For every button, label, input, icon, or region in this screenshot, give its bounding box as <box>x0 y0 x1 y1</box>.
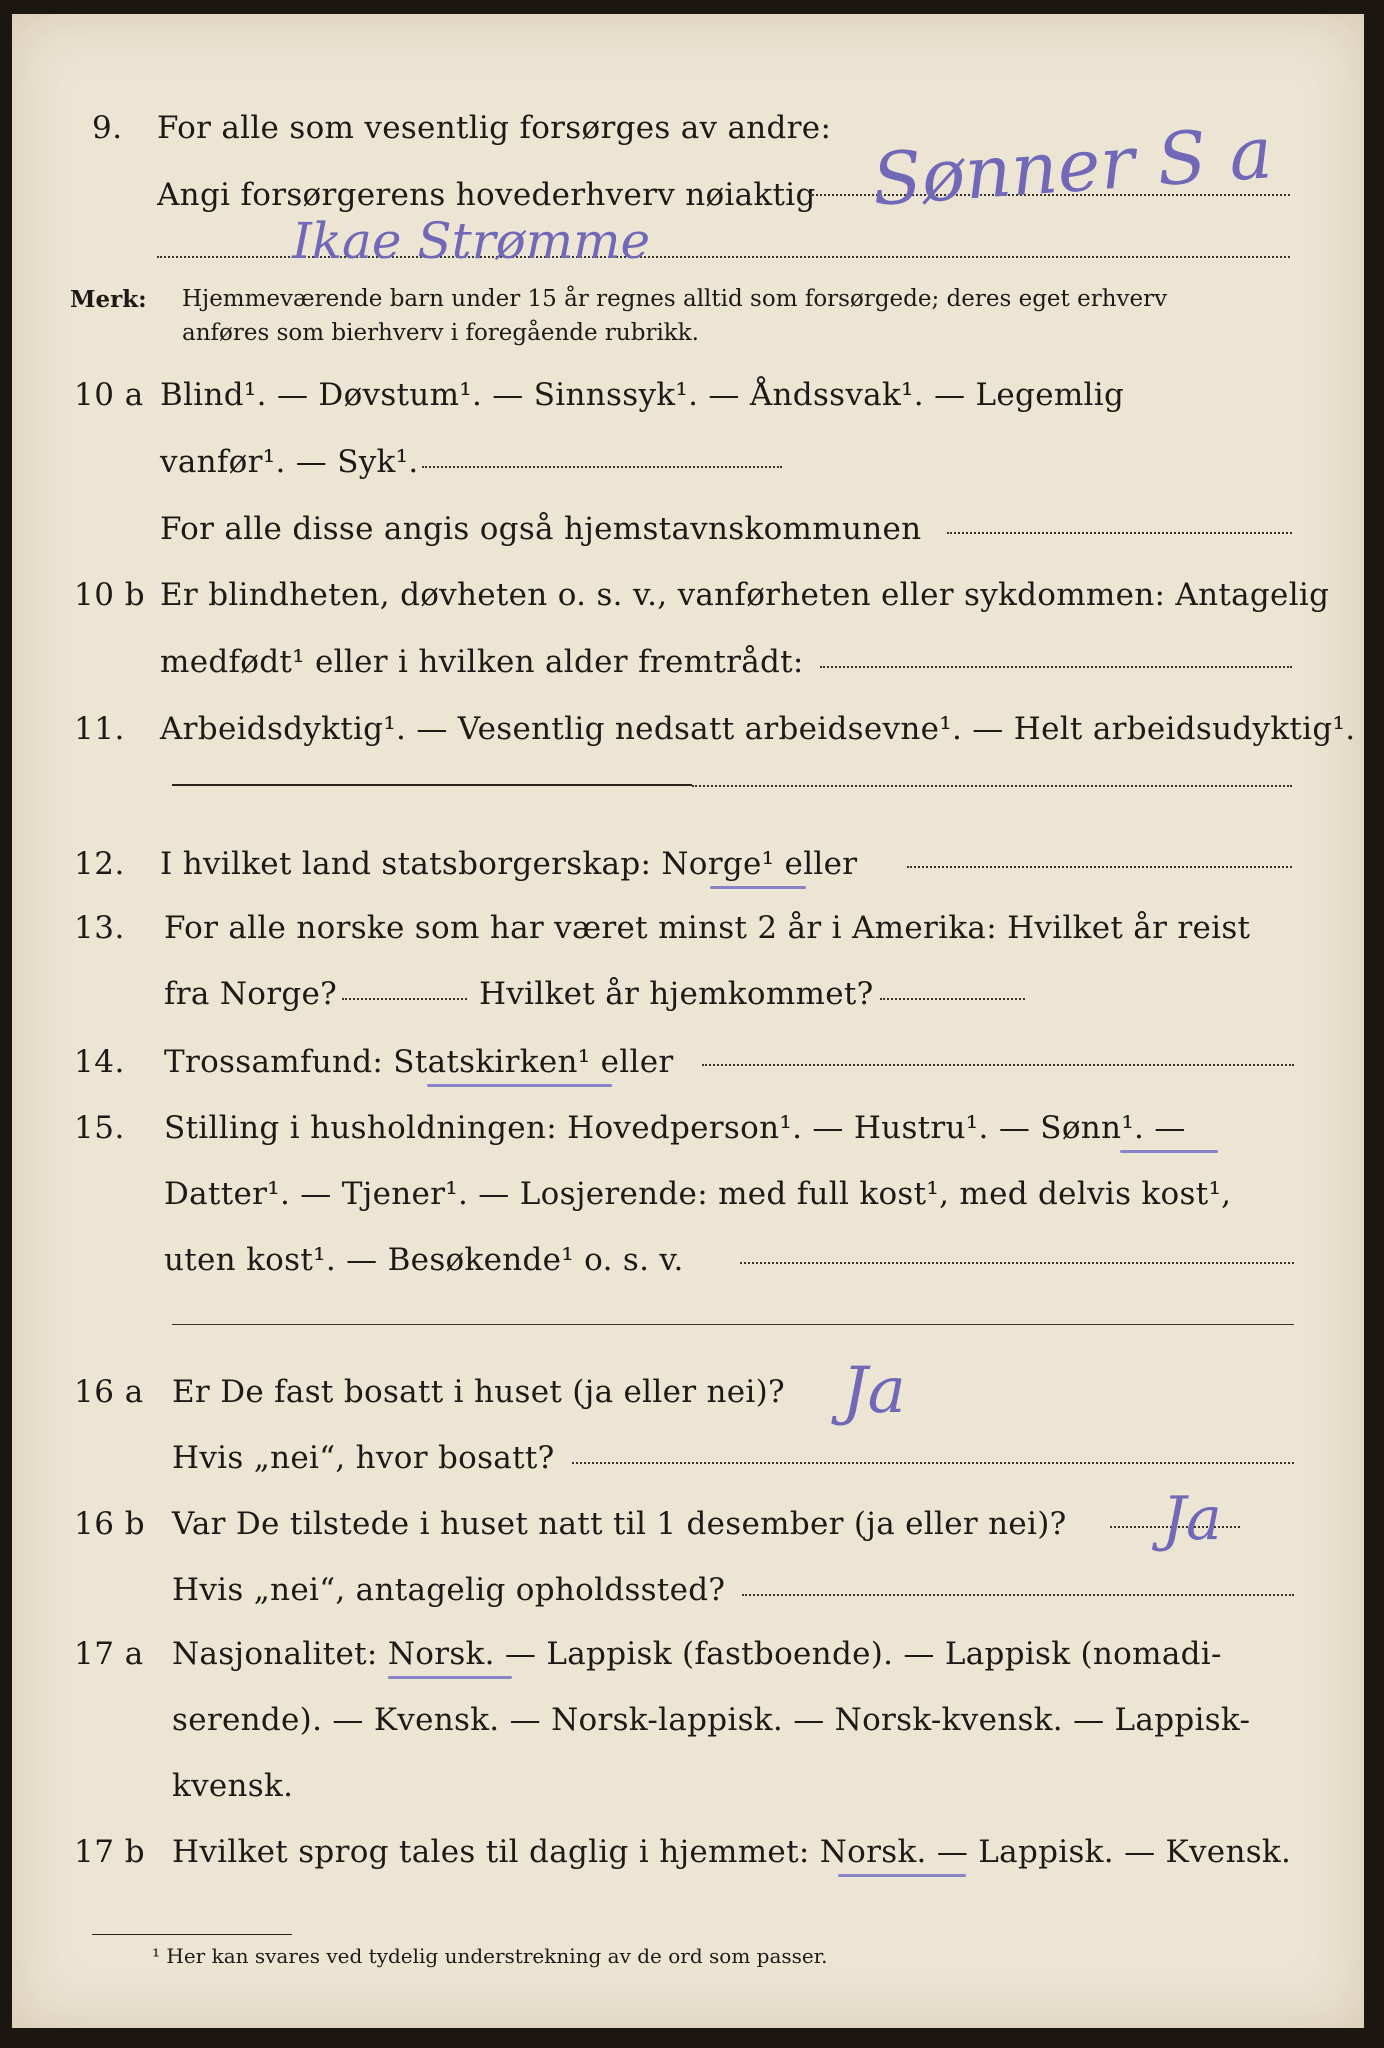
q15-line1: Stilling i husholdningen: Hovedperson¹. — Hustru¹. — Sønn¹. — <box>164 1110 1186 1146</box>
q17b-number: 17 b <box>74 1834 146 1870</box>
q10b-line1: Er blindheten, døvheten o. s. v., vanførheten eller sykdommen: Antagelig <box>160 577 1330 613</box>
q10a-line3: For alle disse angis også hjemstavnskommunen <box>160 511 922 547</box>
q13-answer-reist <box>342 998 467 1000</box>
q16a-handwritten-answer: Ja <box>842 1354 906 1428</box>
q13-answer-hjemkommet <box>880 998 1025 1000</box>
footnote-rule <box>92 1934 292 1935</box>
q9-number: 9. <box>92 110 123 146</box>
q16a-line1: Er De fast bosatt i huset (ja eller nei)? <box>172 1374 785 1410</box>
q14-underline-statskirken <box>427 1084 612 1087</box>
q12-answer-line <box>907 866 1292 868</box>
q17b-underline-norsk <box>838 1874 966 1877</box>
q10a-line1: Blind¹. — Døvstum¹. — Sinnssyk¹. — Åndssvak¹. — Legemlig <box>160 377 1125 413</box>
q17b-line1: Hvilket sprog tales til daglig i hjemmet: Norsk. — Lappisk. — Kvensk. <box>172 1834 1292 1870</box>
q11-line1: Arbeidsdyktig¹. — Vesentlig nedsatt arbeidsevne¹. — Helt arbeidsudyktig¹. <box>160 711 1356 747</box>
q16b-handwritten-answer: Ja <box>1162 1484 1222 1554</box>
q15-line2: Datter¹. — Tjener¹. — Losjerende: med full kost¹, med delvis kost¹, <box>164 1176 1232 1212</box>
q14-line1: Trossamfund: Statskirken¹ eller <box>164 1044 674 1080</box>
q14-answer-line <box>702 1064 1294 1066</box>
q15-number: 15. <box>74 1110 125 1146</box>
q17a-line3: kvensk. <box>172 1768 294 1804</box>
q11-answer-line <box>692 785 1292 787</box>
form-page <box>12 14 1364 2028</box>
q15-underline-sonn <box>1120 1150 1218 1153</box>
q9-line1: For alle som vesentlig forsørges av andre: <box>157 110 832 146</box>
q17a-line1: Nasjonalitet: Norsk. — Lappisk (fastboende). — Lappisk (nomadi- <box>172 1636 1222 1672</box>
q13-line2a: fra Norge? <box>164 976 338 1012</box>
note-line2: anføres som bierhverv i foregående rubrikk. <box>182 320 699 346</box>
q15-answer-line <box>740 1262 1294 1264</box>
q9-line2: Angi forsørgerens hovederhverv nøiaktig <box>157 177 816 213</box>
q17a-number: 17 a <box>74 1636 144 1672</box>
q16b-number: 16 b <box>74 1506 146 1542</box>
q13-number: 13. <box>74 910 125 946</box>
q16b-line1: Var De tilstede i huset natt til 1 desember (ja eller nei)? <box>172 1506 1067 1542</box>
footnote-text: ¹ Her kan svares ved tydelig understrekning av de ord som passer. <box>152 1944 828 1968</box>
q10b-answer-line <box>820 666 1292 668</box>
q16b-answer-line2 <box>742 1594 1294 1596</box>
q15-line3: uten kost¹. — Besøkende¹ o. s. v. <box>164 1242 684 1278</box>
q9-handwritten-answer2: Ikae Strømme <box>292 212 651 270</box>
q13-line2b: Hvilket år hjemkommet? <box>479 976 874 1012</box>
q10b-line2: medfødt¹ eller i hvilken alder fremtrådt: <box>160 644 804 680</box>
q11-number: 11. <box>74 711 125 747</box>
q10a-number: 10 a <box>74 377 144 413</box>
q16a-line2: Hvis „nei“, hvor bosatt? <box>172 1440 555 1476</box>
q13-line1: For alle norske som har været minst 2 år i Amerika: Hvilket år reist <box>164 910 1251 946</box>
q16a-number: 16 a <box>74 1374 144 1410</box>
q12-underline-norge <box>710 886 806 889</box>
q10a-line2: vanfør¹. — Syk¹. <box>160 444 419 480</box>
q15-answer-rule <box>172 1324 1294 1325</box>
q11-answer-rule <box>172 784 692 786</box>
q14-number: 14. <box>74 1044 125 1080</box>
q17a-underline-norsk <box>388 1676 512 1679</box>
note-line1: Hjemmeværende barn under 15 år regnes alltid som forsørgede; deres eget erhverv <box>182 286 1168 312</box>
q10b-number: 10 b <box>74 577 146 613</box>
q16b-line2: Hvis „nei“, antagelig opholdssted? <box>172 1572 726 1608</box>
q12-line1: I hvilket land statsborgerskap: Norge¹ eller <box>160 846 858 882</box>
q10a-answer-line2 <box>947 532 1292 534</box>
note-label: Merk: <box>70 286 147 313</box>
q16a-answer-line <box>572 1462 1294 1464</box>
q17a-line2: serende). — Kvensk. — Norsk-lappisk. — Norsk-kvensk. — Lappisk- <box>172 1702 1251 1738</box>
q10a-answer-line1 <box>422 466 782 468</box>
q12-number: 12. <box>74 846 125 882</box>
q9-handwritten-answer1: Sønner S a <box>869 110 1275 222</box>
